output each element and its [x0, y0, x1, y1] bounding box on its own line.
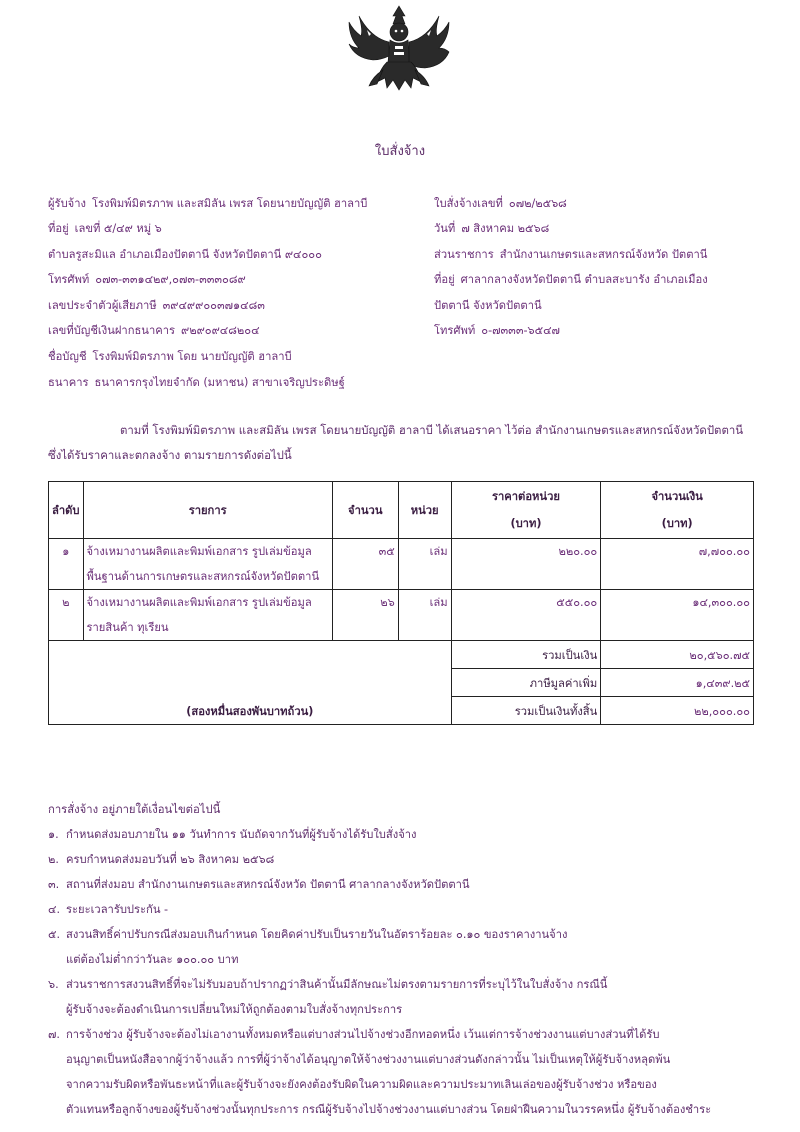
contractor-taxid-value: ๓๙๔๙๙๐๐๓๗๑๔๘๓ — [162, 299, 265, 312]
order-agency-label: ส่วนราชการ — [434, 248, 494, 261]
table-header-row — [49, 482, 754, 539]
total-value: ๒๒,๐๐๐.๐๐ — [601, 697, 754, 725]
subtotal-row — [49, 641, 754, 669]
condition-text-cont: ผู้รับจ้างจะต้องดำเนินการเปลี่ยนใหม่ให้ถูกต้องตามใบสั่งจ้างทุกประการ — [66, 1003, 403, 1016]
condition-number: ๗. — [48, 1028, 60, 1041]
condition-text-cont: ตัวแทนหรือลูกจ้างของผู้รับจ้างช่วงนั้นทุกประการ กรณีผู้รับจ้างไปจ้างช่วงงานแต่บางส่วน โดยฝ่าฝืนความในวรรคหนึ่ง ผู้รับจ้างต้องชำระ — [66, 1103, 712, 1116]
order-address-label: ที่อยู่ — [434, 273, 455, 286]
header-qty: จำนวน — [332, 482, 398, 539]
order-agency-value: สำนักงานเกษตรและสหกรณ์จังหวัด ปัตตานี — [499, 248, 708, 261]
row-price: ๒๒๐.๐๐ — [451, 539, 601, 590]
contractor-name-value: โรงพิมพ์มิตรภาพ และสมิลัน เพรส โดยนายบัญญัติ ฮาลาบี — [91, 197, 368, 210]
row-item-line1: จ้างเหมางานผลิตและพิมพ์เอกสาร รูปเล่มข้อมูล — [86, 596, 312, 609]
header-amount-line1: จำนวนเงิน — [651, 490, 703, 503]
condition-number: ๓. — [48, 878, 60, 891]
row-item — [83, 590, 332, 641]
contractor-phone — [48, 270, 246, 288]
vat-label: ภาษีมูลค่าเพิ่ม — [451, 669, 601, 697]
row-unit: เล่ม — [398, 539, 451, 590]
order-address-value: ศาลากลางจังหวัดปัตตานี ตำบลสะบารัง อำเภอเมือง — [460, 273, 708, 286]
items-table — [48, 481, 754, 725]
header-unit-price — [451, 482, 601, 539]
contractor-account — [48, 321, 260, 339]
contractor-bank-label: ธนาคาร — [48, 376, 89, 389]
condition-text: ครบกำหนดส่งมอบวันที่ ๒๖ สิงหาคม ๒๕๖๘ — [66, 853, 275, 866]
contractor-taxid-label: เลขประจำตัวผู้เสียภาษี — [48, 299, 157, 312]
condition-text: สงวนสิทธิ์ค่าปรับกรณีส่งมอบเกินกำหนด โดยคิดค่าปรับเป็นรายวันในอัตราร้อยละ ๐.๑๐ ของราคางานจ้าง — [66, 928, 568, 941]
document-title: ใบสั่งจ้าง — [374, 144, 426, 159]
condition-item — [48, 972, 758, 1022]
header-no: ลำดับ — [49, 482, 84, 539]
garuda-emblem-icon — [343, 0, 455, 96]
row-amount: ๗,๗๐๐.๐๐ — [601, 539, 754, 590]
condition-number: ๑. — [48, 828, 59, 841]
total-label: รวมเป็นเงินทั้งสิ้น — [451, 697, 601, 725]
condition-text: ส่วนราชการสงวนสิทธิ์ที่จะไม่รับมอบถ้าปรากฏว่าสินค้านั้นมีลักษณะไม่ตรงตามรายการที่ระบุไว้ในใบสั่งจ้าง กรณีนี้ — [66, 978, 608, 991]
contractor-bank — [48, 373, 345, 391]
total-in-words: (สองหมื่นสองพันบาทถ้วน) — [49, 641, 452, 725]
table-row — [49, 539, 754, 590]
contractor-address-value: เลขที่ ๕/๔๙ หมู่ ๖ — [74, 222, 162, 235]
condition-text-cont: แต่ต้องไม่ต่ำกว่าวันละ ๑๐๐.๐๐ บาท — [66, 953, 239, 966]
header-item: รายการ — [83, 482, 332, 539]
contractor-address-line2: ตำบลรูสะมิแล อำเภอเมืองปัตตานี จังหวัดปัตตานี ๙๔๐๐๐ — [48, 248, 322, 261]
header-unit-price-line1: ราคาต่อหน่วย — [492, 490, 560, 503]
condition-text: ระยะเวลารับประกัน - — [66, 903, 169, 916]
order-date-value: ๗ สิงหาคม ๒๕๖๘ — [461, 222, 550, 235]
contractor-name — [48, 194, 367, 212]
order-number — [434, 194, 567, 212]
order-number-value: ๐๗๒/๒๕๖๘ — [508, 197, 567, 210]
condition-number: ๕. — [48, 928, 61, 941]
row-no: ๒ — [49, 590, 84, 641]
order-address-line2: ปัตตานี จังหวัดปัตตานี — [434, 299, 542, 312]
subtotal-label: รวมเป็นเงิน — [451, 641, 601, 669]
subtotal-value: ๒๐,๕๖๐.๗๕ — [601, 641, 754, 669]
contractor-phone-label: โทรศัพท์ — [48, 273, 90, 286]
row-price: ๕๕๐.๐๐ — [451, 590, 601, 641]
intro-paragraph: ตามที่ โรงพิมพ์มิตรภาพ และสมิลัน เพรส โดยนายบัญญัติ ฮาลาบี ได้เสนอราคา ไว้ต่อ สำนักงานเกษตรและสหกรณ์จังหวัดปัตตานี ซึ่งได้รับราคาและตกลงจ้าง ตามรายการดังต่อไปนี้ — [48, 423, 744, 462]
table-row — [49, 590, 754, 641]
order-address — [434, 270, 708, 288]
condition-text: กำหนดส่งมอบภายใน ๑๑ วันทำการ นับถัดจากวันที่ผู้รับจ้างได้รับใบสั่งจ้าง — [66, 828, 417, 841]
condition-number: ๔. — [48, 903, 61, 916]
row-item — [83, 539, 332, 590]
order-date — [434, 219, 549, 237]
row-qty: ๒๖ — [332, 590, 398, 641]
row-item-line1: จ้างเหมางานผลิตและพิมพ์เอกสาร รูปเล่มข้อมูล — [86, 545, 312, 558]
row-unit: เล่ม — [398, 590, 451, 641]
order-agency — [434, 245, 707, 263]
conditions-list — [48, 800, 758, 1122]
header-unit: หน่วย — [398, 482, 451, 539]
condition-text-cont: จากความรับผิดหรือพันธะหน้าที่และผู้รับจ้างจะยังคงต้องรับผิดในความผิดและความประมาทเลินเล่อของผู้รับจ้างช่วง หรือของ — [66, 1078, 657, 1091]
header-amount-line2: (บาท) — [661, 517, 693, 530]
conditions-heading: การสั่งจ้าง อยู่ภายใต้เงื่อนไขต่อไปนี้ — [48, 803, 221, 816]
contractor-taxid — [48, 296, 265, 314]
condition-item — [48, 1022, 758, 1122]
contractor-account-value: ๙๒๙๐๙๔๘๒๐๔ — [181, 324, 260, 337]
contractor-account-name — [48, 347, 292, 365]
condition-item — [48, 897, 758, 922]
order-phone-value: ๐-๗๓๓๓-๖๕๔๗ — [481, 324, 560, 337]
row-item-line2: รายสินค้า ทุเรียน — [86, 621, 169, 634]
row-no: ๑ — [49, 539, 84, 590]
contractor-address-label: ที่อยู่ — [48, 222, 69, 235]
order-phone — [434, 321, 560, 339]
condition-item — [48, 922, 758, 972]
contractor-address — [48, 219, 162, 237]
order-phone-label: โทรศัพท์ — [434, 324, 476, 337]
contractor-account-name-label: ชื่อบัญชี — [48, 350, 87, 363]
contractor-name-label: ผู้รับจ้าง — [48, 197, 86, 210]
contractor-account-name-value: โรงพิมพ์มิตรภาพ โดย นายบัญญัติ ฮาลาบี — [92, 350, 292, 363]
contractor-account-label: เลขที่บัญชีเงินฝากธนาคาร — [48, 324, 176, 337]
condition-item — [48, 847, 758, 872]
contractor-bank-value: ธนาคารกรุงไทยจำกัด (มหาชน) สาขาเจริญประดิษฐ์ — [94, 376, 345, 389]
contractor-phone-value: ๐๗๓-๓๓๑๔๒๙,๐๗๓-๓๓๓๐๘๙ — [95, 273, 246, 286]
condition-number: ๖. — [48, 978, 59, 991]
condition-item — [48, 822, 758, 847]
condition-text-cont: อนุญาตเป็นหนังสือจากผู้ว่าจ้างแล้ว การที่ผู้ว่าจ้างได้อนุญาตให้จ้างช่วงงานแต่บางส่วนดังกล่าวนั้น ไม่เป็นเหตุให้ผู้รับจ้างหลุดพ้น — [66, 1053, 671, 1066]
row-amount: ๑๔,๓๐๐.๐๐ — [601, 590, 754, 641]
order-date-label: วันที่ — [434, 222, 456, 235]
vat-value: ๑,๔๓๙.๒๕ — [601, 669, 754, 697]
row-item-line2: พื้นฐานด้านการเกษตรและสหกรณ์จังหวัดปัตตานี — [86, 570, 320, 583]
order-number-label: ใบสั่งจ้างเลขที่ — [434, 197, 503, 210]
header-unit-price-line2: (บาท) — [510, 517, 542, 530]
row-qty: ๓๕ — [332, 539, 398, 590]
condition-text: สถานที่ส่งมอบ สำนักงานเกษตรและสหกรณ์จังหวัด ปัตตานี ศาลากลางจังหวัดปัตตานี — [66, 878, 470, 891]
condition-number: ๒. — [48, 853, 59, 866]
condition-text: การจ้างช่วง ผู้รับจ้างจะต้องไม่เอางานทั้งหมดหรือแต่บางส่วนไปจ้างช่วงอีกทอดหนึ่ง เว้นแต่การจ้างช่วงงานแต่บางส่วนที่ได้รับ — [66, 1028, 660, 1041]
header-amount — [601, 482, 754, 539]
condition-item — [48, 872, 758, 897]
